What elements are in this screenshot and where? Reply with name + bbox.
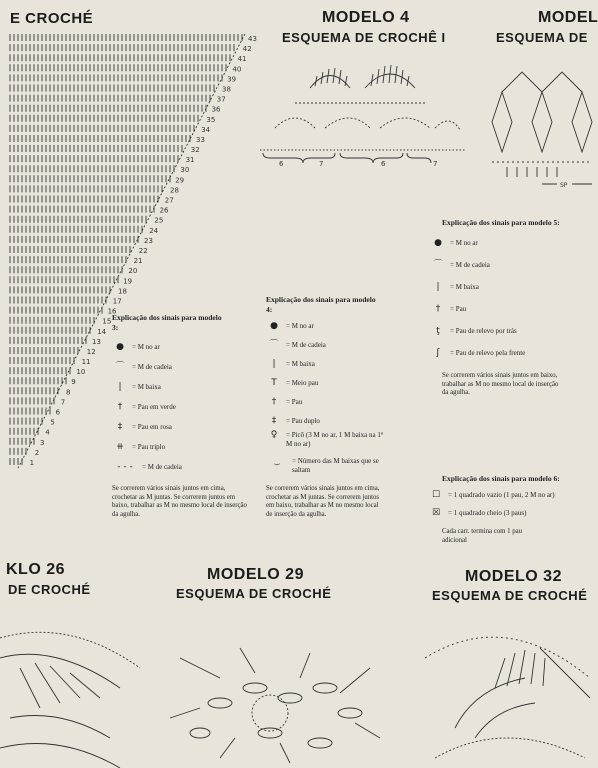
model32-subtitle: ESQUEMA DE CROCHÉ bbox=[432, 588, 588, 603]
stitch-row bbox=[10, 448, 26, 455]
model4-title: MODELO 4 bbox=[322, 9, 410, 26]
row-number: 3 bbox=[40, 438, 45, 447]
stitch-row bbox=[10, 418, 42, 425]
stitch-row bbox=[10, 276, 118, 283]
bar-icon: | bbox=[436, 281, 440, 292]
stitch-row bbox=[10, 246, 130, 253]
row-number: 15 bbox=[102, 317, 112, 326]
row-number: 11 bbox=[81, 358, 91, 366]
picot-icon: ♀ bbox=[270, 430, 278, 440]
legend-model5 bbox=[430, 218, 580, 398]
stitch-row bbox=[10, 357, 74, 364]
dot-icon: ● bbox=[116, 341, 124, 352]
relief-front-icon: ʃ bbox=[436, 347, 440, 358]
single-cross-icon: † bbox=[271, 397, 277, 407]
legend3-title: Explicação dos sinais para modelo 3: bbox=[112, 313, 222, 332]
model4-subtitle: ESQUEMA DE CROCHÊ I bbox=[282, 30, 446, 45]
bar-icon: | bbox=[118, 381, 122, 392]
arc-icon: ⌒ bbox=[433, 259, 443, 270]
row-number: 27 bbox=[164, 196, 174, 205]
row-number: 38 bbox=[222, 85, 231, 94]
row-number: 31 bbox=[185, 156, 195, 165]
stitch-row bbox=[10, 327, 90, 334]
legend5-title: Explicação dos sinais para modelo 5: bbox=[442, 218, 560, 227]
stitch-row bbox=[10, 256, 126, 263]
model5-subtitle: ESQUEMA DE bbox=[496, 30, 588, 45]
row-number: 10 bbox=[76, 368, 86, 377]
row-number: 14 bbox=[97, 327, 107, 336]
m4-repeat-1: 6 bbox=[279, 160, 284, 168]
model32-diagram bbox=[415, 618, 595, 768]
bar-icon: | bbox=[272, 359, 276, 369]
raised-stitch-icon: † bbox=[117, 401, 123, 412]
stitch-row bbox=[10, 54, 230, 61]
arc-icon: ⌒ bbox=[269, 340, 279, 350]
model29-subtitle: ESQUEMA DE CROCHÉ bbox=[176, 586, 332, 601]
row-number: 9 bbox=[71, 378, 76, 387]
legend5-item: ţ = Pau de relevo por trás bbox=[430, 320, 580, 342]
stitch-row bbox=[10, 408, 50, 415]
row-number: 29 bbox=[175, 176, 185, 185]
arc-icon: ⌒ bbox=[115, 361, 125, 372]
stitch-row bbox=[10, 347, 78, 354]
legend4-title: Explicação dos sinais para modelo 4: bbox=[266, 295, 376, 314]
legend6-item: ☐ = 1 quadrado vazio (1 pau, 2 M no ar) bbox=[428, 486, 588, 504]
row-number: 21 bbox=[133, 257, 143, 266]
row-number: 26 bbox=[159, 206, 169, 215]
stitch-row bbox=[10, 377, 66, 384]
row-number: 41 bbox=[237, 55, 247, 64]
row-number: 35 bbox=[206, 115, 216, 124]
stitch-row bbox=[10, 397, 54, 404]
stitch-row bbox=[10, 145, 182, 152]
dashed-line-icon: - - - bbox=[117, 461, 133, 472]
legend3-item: ⧺ = Pau triplo bbox=[112, 437, 260, 457]
m5-sp-label: SP bbox=[560, 182, 568, 189]
dot-icon: ● bbox=[434, 237, 442, 248]
legend5-item: | = M baixa bbox=[430, 276, 580, 298]
legend3-item: ● = M no ar bbox=[112, 337, 260, 357]
stitch-row bbox=[10, 307, 102, 314]
row-number: 22 bbox=[138, 247, 148, 255]
row-number: 7 bbox=[60, 398, 66, 407]
m4-repeat-2: 7 bbox=[319, 160, 324, 168]
legend4-item: ⌒ = M de cadeia bbox=[266, 336, 396, 355]
model4-diagram bbox=[255, 58, 475, 168]
row-number: 13 bbox=[92, 337, 101, 346]
legend5-item: ⌒ = M de cadeia bbox=[430, 254, 580, 276]
legend3-item: ⌒ = M de cadeia bbox=[112, 357, 260, 377]
stitch-row bbox=[10, 387, 58, 394]
legend-model3 bbox=[112, 313, 260, 519]
stitch-row bbox=[10, 185, 162, 192]
stitch-row bbox=[10, 44, 234, 51]
legend3-item: | = M baixa bbox=[112, 377, 260, 397]
t-icon: T bbox=[271, 378, 277, 388]
row-number: 18 bbox=[118, 287, 127, 296]
double-cross-icon: ‡ bbox=[117, 421, 123, 432]
legend4-item: ● = M no ar bbox=[266, 317, 396, 336]
legend4-item: ‡ = Pau duplo bbox=[266, 412, 396, 431]
row-number: 30 bbox=[180, 166, 190, 175]
model32-title: MODELO 32 bbox=[465, 568, 562, 585]
stitch-row bbox=[10, 337, 86, 344]
row-number: 16 bbox=[107, 307, 117, 316]
model26-subtitle: DE CROCHÉ bbox=[8, 582, 91, 597]
legend4-note: Se correrem vários sinais juntos em cima, crochetar as M juntas. Se correrem juntos em baixo, trabalhar as M no mesmo local de inserção da agulha. bbox=[266, 485, 380, 518]
row-number: 34 bbox=[201, 125, 211, 134]
m4-repeat-4: 7 bbox=[433, 160, 438, 168]
stitch-row bbox=[10, 74, 222, 81]
row-number: 5 bbox=[50, 418, 55, 427]
stitch-row bbox=[10, 196, 158, 203]
row-number: 19 bbox=[123, 277, 133, 286]
row-number: 4 bbox=[45, 428, 50, 437]
row-number: 33 bbox=[196, 136, 205, 144]
row-number: 1 bbox=[29, 459, 35, 467]
triple-cross-icon: ⧺ bbox=[116, 441, 124, 452]
brace-icon: ⏟ bbox=[274, 456, 280, 466]
model5-diagram bbox=[482, 52, 592, 192]
stitch-row bbox=[10, 216, 146, 223]
single-cross-icon: † bbox=[435, 303, 441, 314]
legend5-note: Se correrem vários sinais juntos em baixo, trabalhar as M no mesmo local de inserção da agulha. bbox=[442, 372, 559, 397]
stitch-row bbox=[10, 115, 198, 122]
stitch-row bbox=[10, 297, 106, 304]
relief-back-icon: ţ bbox=[436, 325, 440, 336]
empty-square-icon: ☐ bbox=[431, 489, 441, 500]
row-number: 32 bbox=[190, 146, 200, 154]
dot-icon: ● bbox=[270, 321, 278, 331]
stitch-row bbox=[10, 266, 122, 273]
legend5-item: † = Pau bbox=[430, 298, 580, 320]
stitch-row bbox=[10, 135, 190, 142]
m4-repeat-3: 6 bbox=[381, 160, 386, 168]
row-number: 28 bbox=[170, 186, 179, 195]
stitch-row bbox=[10, 438, 34, 445]
filled-square-icon: ☒ bbox=[431, 507, 441, 518]
stitch-row bbox=[10, 317, 94, 324]
row-number: 40 bbox=[232, 65, 242, 74]
stitch-row bbox=[10, 236, 138, 243]
row-number: 17 bbox=[112, 297, 122, 306]
model26-title: KLO 26 bbox=[6, 561, 66, 578]
legend4-item: T = Meio pau bbox=[266, 374, 396, 393]
stitch-row bbox=[10, 155, 178, 162]
stitch-row bbox=[10, 428, 38, 435]
model26-diagram bbox=[0, 608, 150, 768]
row-number: 23 bbox=[144, 236, 153, 245]
legend3-item: - - - = M de cadeia bbox=[112, 457, 260, 477]
model29-title: MODELO 29 bbox=[207, 566, 304, 583]
stitch-row bbox=[10, 85, 214, 92]
stitch-row bbox=[10, 34, 242, 41]
row-number: 6 bbox=[55, 408, 61, 417]
stitch-row bbox=[10, 125, 194, 132]
legend6-item: ☒ = 1 quadrado cheio (3 paus) bbox=[428, 504, 588, 522]
stitch-row bbox=[10, 165, 174, 172]
legend4-item: | = M baixa bbox=[266, 355, 396, 374]
stitch-row bbox=[10, 105, 206, 112]
row-number: 39 bbox=[227, 75, 237, 84]
legend3-item: ‡ = Pau em rosa bbox=[112, 417, 260, 437]
row-number: 43 bbox=[248, 35, 257, 43]
stitch-row bbox=[10, 367, 70, 374]
row-number: 24 bbox=[149, 226, 159, 235]
legend3-note: Se correrem vários sinais juntos em cima, crochetar as M juntas. Se correrem juntos em baixo, trabalhar as M no mesmo local de inserção da agulha. bbox=[112, 485, 247, 518]
legend3-item: † = Pau em verde bbox=[112, 397, 260, 417]
stitch-row bbox=[10, 226, 142, 233]
legend5-item: ʃ = Pau de relevo pela frente bbox=[430, 342, 580, 364]
legend-model4 bbox=[266, 295, 396, 519]
model29-diagram bbox=[160, 638, 390, 768]
model5-title: MODEL bbox=[538, 9, 598, 26]
stitch-row bbox=[10, 95, 210, 102]
legend4-item: ♀ = Picô (3 M no ar, 1 M baixa na 1ª M no ar) bbox=[266, 431, 396, 457]
stitch-row bbox=[10, 286, 110, 293]
legend6-note: Cada carr. termina com 1 pau adicional bbox=[442, 528, 523, 544]
stitch-row bbox=[10, 175, 170, 182]
row-number: 8 bbox=[66, 388, 71, 397]
row-number: 12 bbox=[86, 348, 96, 356]
row-number: 36 bbox=[211, 105, 221, 114]
row-number: 37 bbox=[216, 95, 226, 104]
row-number: 25 bbox=[154, 216, 164, 225]
stitch-row bbox=[10, 206, 154, 213]
legend6-title: Explicação dos sinais para modelo 6: bbox=[442, 474, 560, 483]
stitch-row bbox=[10, 64, 226, 71]
row-number: 42 bbox=[242, 45, 252, 54]
legend4-item: † = Pau bbox=[266, 393, 396, 412]
row-number: 20 bbox=[128, 267, 138, 276]
legend5-item: ● = M no ar bbox=[430, 232, 580, 254]
double-cross-icon: ‡ bbox=[271, 416, 277, 426]
top-left-heading: E CROCHÉ bbox=[10, 10, 94, 27]
legend-model6 bbox=[428, 474, 588, 545]
row-number: 2 bbox=[34, 448, 40, 457]
legend4-item: ⏟ = Número das M baixas que se saltam bbox=[266, 457, 396, 479]
